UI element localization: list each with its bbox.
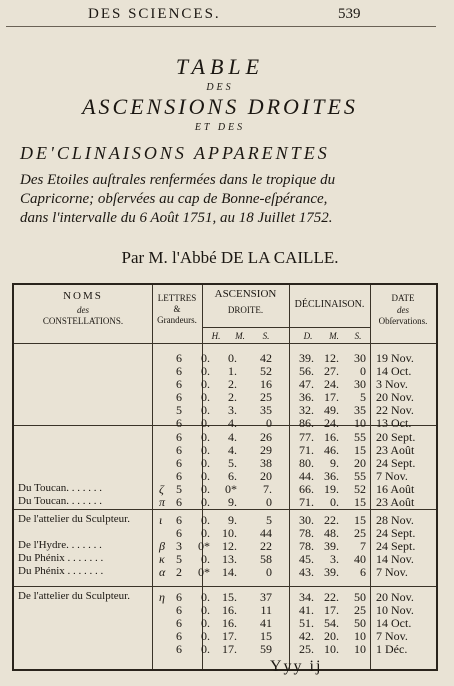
cell-dm: 3. [330,552,339,566]
cell-dm: 54. [324,616,339,630]
table-row [14,377,436,390]
cell-mag: 6 [176,526,182,540]
cell-dm: 46. [324,443,339,457]
cell-date: 19 Nov. [376,351,414,365]
cell-ds: 52 [354,482,366,496]
cell-dd: 34. [299,590,314,604]
author-line: Par M. l'Abbé DE LA CAILLE. [121,248,339,267]
cell-s: 41 [260,616,272,630]
cell-dd: 86. [299,416,314,430]
table-row [14,539,436,552]
table-row [14,351,436,364]
cell-ds: 55 [354,430,366,444]
cell-dd: 66. [299,482,314,496]
cell-date: 7 Nov. [376,565,408,579]
cell-date: 16 Août [376,482,415,496]
cell-letter: α [159,565,166,579]
col-header-ds: S. [354,331,362,341]
cell-letter: ζ [159,482,164,496]
title-des: DES [206,82,234,93]
cell-dm: 36. [324,469,339,483]
cell-dd: 56. [299,364,314,378]
cell-ds: 15 [354,513,366,527]
table-row [14,603,436,616]
cell-m: 12. [222,539,237,553]
cell-ds: 15 [354,495,366,509]
cell-s: 22 [260,539,272,553]
cell-mag: 5 [176,552,182,566]
cell-ds: 50 [354,616,366,630]
cell-dd: 78. [299,526,314,540]
table-row [14,390,436,403]
col-header-date: DATE [391,293,415,303]
cell-mag: 6 [176,616,182,630]
cell-dm: 22. [324,513,339,527]
cell-h: 0. [201,513,210,527]
cell-m: 4. [228,443,237,457]
table-row [14,565,436,578]
cell-m: 15. [222,590,237,604]
cell-m: 2. [228,377,237,391]
cell-h: 0. [201,403,210,417]
cell-ds: 30 [354,377,366,391]
title-table: TABLE [175,54,265,79]
cell-h: 0. [201,430,210,444]
cell-mag: 6 [176,416,182,430]
cell-m: 16. [222,603,237,617]
cell-dm: 17. [324,603,339,617]
cell-m: 3. [228,403,237,417]
col-header-h: H. [211,331,221,341]
col-header-amp: & [173,304,181,314]
cell-h: 0. [201,456,210,470]
cell-date: 20 Nov. [376,590,414,604]
group-rule [14,586,436,587]
cell-h: 0. [201,495,210,509]
cell-dm: 16. [324,430,339,444]
table-row [14,590,436,603]
cell-ds: 15 [354,443,366,457]
cell-s: 26 [260,430,272,444]
cell-dd: 25. [299,642,314,656]
cell-mag: 3 [176,539,182,553]
cell-s: 58 [260,552,272,566]
cell-s: 5 [266,513,272,527]
cell-s: 16 [260,377,272,391]
col-header-ascension: ASCENSION [214,288,277,300]
cell-m: 16. [222,616,237,630]
cell-dm: 0. [330,495,339,509]
cell-dm: 10. [324,642,339,656]
cell-dd: 39. [299,351,314,365]
cell-m: 0. [228,351,237,365]
cell-h: 0. [201,616,210,630]
cell-date: 28 Nov. [376,513,414,527]
cell-ds: 10 [354,642,366,656]
cell-h: 0. [201,482,210,496]
cell-ds: 30 [354,351,366,365]
cell-dm: 39. [324,565,339,579]
cell-name: De l'attelier du Sculpteur. [18,590,130,602]
cell-mag: 6 [176,629,182,643]
cell-h: 0* [198,539,210,553]
cell-m: 17. [222,629,237,643]
cell-dm: 49. [324,403,339,417]
cell-m: 6. [228,469,237,483]
cell-date: 20 Nov. [376,390,414,404]
table-row [14,526,436,539]
cell-dd: 41. [299,603,314,617]
cell-dd: 45. [299,552,314,566]
table-row [14,482,436,495]
cell-s: 44 [260,526,272,540]
table-row [14,364,436,377]
cell-ds: 40 [354,552,366,566]
signature-mark: Yyy ij [270,658,323,675]
cell-h: 0. [201,629,210,643]
title-ascensions: ASCENSIONS DROITES [82,94,358,119]
cell-m: 2. [228,390,237,404]
cell-dm: 9. [330,456,339,470]
cell-mag: 6 [176,495,182,509]
cell-letter: η [159,590,165,604]
cell-dd: 78. [299,539,314,553]
table-row [14,513,436,526]
cell-h: 0* [198,565,210,579]
cell-h: 0. [201,552,210,566]
cell-ds: 5 [360,390,366,404]
cell-dd: 71. [299,495,314,509]
table-row [14,642,436,655]
cell-mag: 6 [176,590,182,604]
cell-h: 0. [201,390,210,404]
cell-s: 15 [260,629,272,643]
cell-date: 24 Sept. [376,526,416,540]
col-header-declinaison: DÉCLINAISON. [294,299,365,310]
cell-s: 25 [260,390,272,404]
cell-mag: 5 [176,403,182,417]
cell-name: Du Phénix . . . . . . . [18,565,104,577]
cell-s: 38 [260,456,272,470]
cell-m: 5. [228,456,237,470]
cell-dd: 30. [299,513,314,527]
cell-s: 20 [260,469,272,483]
cell-s: 35 [260,403,272,417]
cell-dd: 51. [299,616,314,630]
cell-ds: 6 [360,565,366,579]
table-row [14,495,436,508]
cell-date: 24 Sept. [376,456,416,470]
cell-h: 0. [201,526,210,540]
cell-m: 9. [228,495,237,509]
cell-mag: 6 [176,364,182,378]
cell-date: 7 Nov. [376,629,408,643]
col-header-observations: Obſervations. [378,316,428,326]
cell-m: 4. [228,416,237,430]
cell-name: Du Toucan. . . . . . . [18,482,102,494]
cell-letter: π [159,495,166,509]
cell-mag: 6 [176,513,182,527]
cell-ds: 0 [360,364,366,378]
cell-h: 0. [201,603,210,617]
cell-h: 0. [201,469,210,483]
cell-mag: 6 [176,456,182,470]
subheader-rule [202,327,370,328]
cell-h: 0. [201,642,210,656]
col-header-droite: DROITE. [227,305,264,315]
cell-dm: 17. [324,390,339,404]
cell-ds: 35 [354,403,366,417]
cell-m: 17. [222,642,237,656]
cell-s: 11 [260,603,272,617]
cell-dd: 42. [299,629,314,643]
cell-s: 37 [260,590,272,604]
table-row [14,456,436,469]
header-rule-bottom [14,343,436,344]
cell-dd: 36. [299,390,314,404]
cell-mag: 6 [176,390,182,404]
cell-name: De l'attelier du Sculpteur. [18,513,130,525]
cell-name: Du Phénix . . . . . . . [18,552,104,564]
cell-ds: 25 [354,603,366,617]
cell-h: 0. [201,590,210,604]
title-et-des: ET DES [194,122,246,133]
cell-date: 13 Oct. [376,416,412,430]
cell-m: 9. [228,513,237,527]
cell-ds: 7 [360,539,366,553]
cell-ds: 55 [354,469,366,483]
cell-date: 7 Nov. [376,469,408,483]
cell-name: De l'Hydre. . . . . . . [18,539,102,551]
cell-dd: 71. [299,443,314,457]
subtitle-line-1: Des Etoiles auſtrales renfermées dans le tropique du [20,172,336,188]
cell-letter: κ [159,552,165,566]
cell-date: 23 Août [376,443,415,457]
cell-s: 42 [260,351,272,365]
cell-date: 23 Août [376,495,415,509]
table-row [14,629,436,642]
cell-ds: 25 [354,526,366,540]
cell-dd: 44. [299,469,314,483]
cell-date: 14 Oct. [376,616,412,630]
col-header-grandeurs: Grandeurs. [157,315,197,325]
header-rule [6,26,436,27]
cell-mag: 6 [176,642,182,656]
cell-h: 0. [201,443,210,457]
cell-s: 0 [266,416,272,430]
cell-dm: 20. [324,629,339,643]
cell-dd: 32. [299,403,314,417]
table-row [14,469,436,482]
cell-date: 1 Déc. [376,642,408,656]
cell-s: 52 [260,364,272,378]
cell-mag: 6 [176,603,182,617]
cell-name: Du Toucan. . . . . . . [18,495,102,507]
cell-s: 0 [266,495,272,509]
cell-m: 4. [228,430,237,444]
cell-dm: 19. [324,482,339,496]
col-header-noms: NOMS [63,290,103,302]
cell-date: 10 Nov. [376,603,414,617]
cell-dd: 80. [299,456,314,470]
cell-mag: 6 [176,469,182,483]
cell-dm: 24. [324,416,339,430]
title-declinaisons: DE'CLINAISONS APPARENTES [20,143,330,163]
cell-date: 24 Sept. [376,539,416,553]
cell-m: 14. [222,565,237,579]
cell-mag: 2 [176,565,182,579]
cell-date: 20 Sept. [376,430,416,444]
cell-ds: 20 [354,456,366,470]
cell-dm: 24. [324,377,339,391]
cell-dd: 77. [299,430,314,444]
cell-dm: 27. [324,364,339,378]
cell-m: 0* [225,482,237,496]
cell-h: 0. [201,351,210,365]
cell-dm: 48. [324,526,339,540]
table-row [14,552,436,565]
col-header-d: D. [303,331,313,341]
cell-s: 59 [260,642,272,656]
cell-mag: 6 [176,377,182,391]
cell-ds: 50 [354,590,366,604]
cell-ds: 10 [354,629,366,643]
cell-h: 0. [201,377,210,391]
cell-h: 0. [201,364,210,378]
subtitle-line-2: Capricorne; obſervées au cap de Bonne-eſpérance, [20,191,328,207]
col-header-date-des: des [397,305,409,315]
cell-dd: 43. [299,565,314,579]
table-row [14,443,436,456]
cell-date: 3 Nov. [376,377,408,391]
table-row [14,416,436,429]
cell-dm: 39. [324,539,339,553]
cell-date: 22 Nov. [376,403,414,417]
star-table [12,283,438,671]
cell-m: 13. [222,552,237,566]
cell-mag: 5 [176,482,182,496]
cell-letter: ι [159,513,163,527]
cell-dm: 22. [324,590,339,604]
cell-dm: 12. [324,351,339,365]
table-row [14,403,436,416]
cell-date: 14 Nov. [376,552,414,566]
cell-h: 0. [201,416,210,430]
cell-s: 0 [266,565,272,579]
col-header-des: des [77,305,89,315]
col-header-s: S. [262,331,270,341]
col-header-lettres: LETTRES [157,293,197,303]
cell-letter: β [159,539,165,553]
cell-m: 1. [228,364,237,378]
col-header-constellations: CONSTELLATIONS. [42,316,124,326]
page-number: 539 [338,6,361,22]
col-header-m: M. [235,331,245,341]
cell-mag: 6 [176,351,182,365]
cell-s: 7. [263,482,272,496]
cell-mag: 6 [176,430,182,444]
cell-ds: 10 [354,416,366,430]
cell-mag: 6 [176,443,182,457]
table-row [14,430,436,443]
subtitle-line-3: dans l'intervalle du 6 Août 1751, au 18 Juillet 1752. [20,210,333,226]
cell-s: 29 [260,443,272,457]
running-head: DES SCIENCES. [88,6,221,22]
cell-dd: 47. [299,377,314,391]
table-row [14,616,436,629]
col-header-dm: M. [329,331,339,341]
cell-date: 14 Oct. [376,364,412,378]
cell-m: 10. [222,526,237,540]
